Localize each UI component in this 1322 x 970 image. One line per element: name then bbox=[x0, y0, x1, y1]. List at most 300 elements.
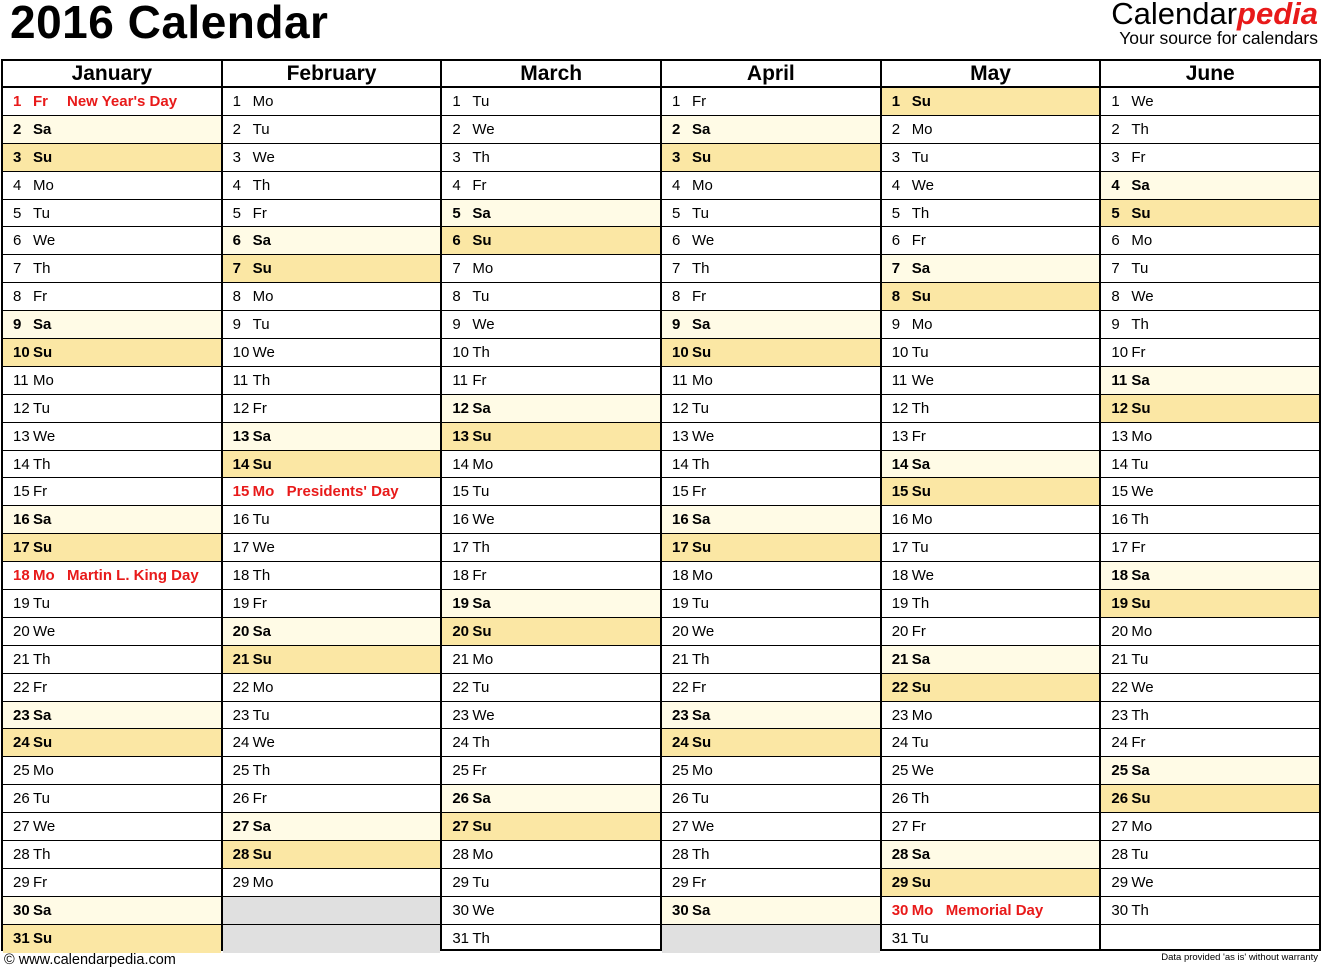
day-number: 25 bbox=[672, 762, 689, 780]
weekday-abbr: Th bbox=[252, 371, 271, 389]
day-number: 17 bbox=[452, 539, 470, 557]
day-row bbox=[442, 423, 660, 451]
day-number: 2 bbox=[232, 120, 242, 138]
day-number: 14 bbox=[13, 455, 30, 473]
day-number: 3 bbox=[232, 148, 242, 166]
day-number: 2 bbox=[452, 120, 461, 138]
day-number: 14 bbox=[232, 455, 250, 473]
day-row bbox=[882, 925, 1100, 953]
day-number: 9 bbox=[232, 316, 242, 334]
holiday-label: Martin L. King Day bbox=[67, 567, 199, 585]
weekday-abbr: Sa bbox=[252, 427, 272, 445]
day-row bbox=[662, 200, 880, 228]
day-number: 4 bbox=[891, 176, 901, 194]
day-row bbox=[223, 311, 441, 339]
page-title: 2016 Calendar bbox=[10, 0, 329, 48]
weekday-abbr: Mo bbox=[472, 455, 494, 473]
month-header: April bbox=[662, 61, 880, 88]
weekday-abbr: Tu bbox=[472, 483, 490, 501]
month-header: January bbox=[3, 61, 221, 88]
day-number: 10 bbox=[672, 344, 689, 362]
month-column-may bbox=[882, 61, 1102, 949]
day-number: 18 bbox=[232, 567, 250, 585]
weekday-abbr: Th bbox=[692, 846, 710, 864]
day-row bbox=[1101, 562, 1319, 590]
day-row bbox=[882, 785, 1100, 813]
day-number: 19 bbox=[1111, 595, 1129, 613]
day-row bbox=[223, 562, 441, 590]
day-number: 1 bbox=[232, 93, 242, 110]
weekday-abbr: Mo bbox=[1131, 818, 1153, 836]
weekday-abbr: Th bbox=[252, 762, 271, 780]
day-number: 13 bbox=[452, 427, 470, 445]
day-number: 3 bbox=[891, 148, 901, 166]
day-row bbox=[3, 646, 221, 674]
day-number: 14 bbox=[891, 455, 909, 473]
day-number: 6 bbox=[13, 232, 22, 250]
day-row bbox=[1101, 729, 1319, 757]
weekday-abbr: Mo bbox=[911, 120, 933, 138]
day-row bbox=[442, 897, 660, 925]
weekday-abbr: Sa bbox=[33, 901, 52, 919]
day-number: 20 bbox=[452, 622, 470, 640]
weekday-abbr: Su bbox=[911, 873, 931, 891]
weekday-abbr: Th bbox=[692, 650, 710, 668]
month-header: March bbox=[442, 61, 660, 88]
day-number: 22 bbox=[13, 678, 30, 696]
day-row bbox=[1101, 785, 1319, 813]
day-number: 5 bbox=[891, 204, 901, 222]
weekday-abbr: Tu bbox=[1131, 846, 1149, 864]
weekday-abbr: Sa bbox=[692, 901, 711, 919]
day-number: 6 bbox=[891, 232, 901, 250]
weekday-abbr: Tu bbox=[472, 288, 490, 306]
holiday-label: Memorial Day bbox=[945, 901, 1044, 919]
day-row bbox=[1101, 451, 1319, 479]
day-number: 21 bbox=[232, 650, 250, 668]
day-row bbox=[1101, 255, 1319, 283]
day-number: 30 bbox=[672, 901, 689, 919]
day-number: 10 bbox=[232, 344, 250, 362]
day-row bbox=[662, 757, 880, 785]
weekday-abbr: Tu bbox=[692, 595, 709, 613]
day-row bbox=[662, 869, 880, 897]
day-row bbox=[223, 200, 441, 228]
day-number: 3 bbox=[1111, 148, 1120, 166]
day-number: 26 bbox=[891, 790, 909, 808]
day-row bbox=[3, 897, 221, 925]
day-row bbox=[882, 395, 1100, 423]
day-row bbox=[1101, 813, 1319, 841]
weekday-abbr: Th bbox=[1131, 901, 1149, 919]
day-row bbox=[223, 729, 441, 757]
weekday-abbr: Tu bbox=[472, 678, 490, 696]
day-row bbox=[223, 506, 441, 534]
day-number: 12 bbox=[232, 399, 250, 417]
day-row bbox=[1101, 869, 1319, 897]
weekday-abbr: Sa bbox=[692, 511, 711, 529]
weekday-abbr: Su bbox=[1131, 399, 1151, 417]
weekday-abbr: Mo bbox=[472, 260, 494, 278]
day-row bbox=[662, 144, 880, 172]
day-number: 22 bbox=[232, 678, 250, 696]
day-number: 11 bbox=[1111, 371, 1128, 389]
day-row bbox=[882, 339, 1100, 367]
day-row bbox=[3, 339, 221, 367]
weekday-abbr: Th bbox=[33, 846, 51, 864]
weekday-abbr: Sa bbox=[1131, 371, 1150, 389]
weekday-abbr: Th bbox=[472, 929, 490, 947]
day-number: 18 bbox=[672, 567, 689, 585]
weekday-abbr: Th bbox=[911, 790, 930, 808]
day-number: 31 bbox=[891, 929, 909, 947]
day-row bbox=[442, 88, 660, 116]
weekday-abbr: Th bbox=[1131, 706, 1149, 724]
weekday-abbr: We bbox=[1131, 483, 1154, 501]
day-number: 24 bbox=[891, 734, 909, 752]
day-row bbox=[3, 311, 221, 339]
weekday-abbr: Sa bbox=[472, 595, 491, 613]
weekday-abbr: Su bbox=[33, 929, 53, 947]
weekday-abbr: Th bbox=[472, 344, 490, 362]
day-number: 23 bbox=[13, 706, 30, 724]
day-row bbox=[223, 255, 441, 283]
day-row bbox=[1101, 367, 1319, 395]
weekday-abbr: Tu bbox=[1131, 455, 1149, 473]
day-number: 18 bbox=[13, 567, 30, 585]
month-column-february bbox=[223, 61, 443, 949]
day-row bbox=[882, 423, 1100, 451]
weekday-abbr: Sa bbox=[472, 790, 491, 808]
day-number: 24 bbox=[232, 734, 250, 752]
day-row bbox=[3, 813, 221, 841]
weekday-abbr: Su bbox=[692, 344, 712, 362]
day-row bbox=[223, 423, 441, 451]
footer-disclaimer: Data provided 'as is' without warranty bbox=[1161, 952, 1318, 963]
weekday-abbr: Sa bbox=[472, 204, 491, 222]
brand-logo bbox=[1111, 0, 1318, 48]
day-row bbox=[662, 88, 880, 116]
day-number: 10 bbox=[13, 344, 30, 362]
day-number: 29 bbox=[891, 873, 909, 891]
day-row bbox=[442, 785, 660, 813]
blank-day-cell bbox=[1101, 925, 1319, 953]
weekday-abbr: Su bbox=[33, 734, 53, 752]
day-number: 21 bbox=[452, 650, 470, 668]
weekday-abbr: We bbox=[33, 427, 56, 445]
day-number: 17 bbox=[672, 539, 689, 557]
weekday-abbr: We bbox=[911, 371, 934, 389]
day-row bbox=[662, 813, 880, 841]
weekday-abbr: Fr bbox=[33, 483, 48, 501]
day-row bbox=[3, 506, 221, 534]
weekday-abbr: We bbox=[33, 818, 56, 836]
day-row bbox=[882, 702, 1100, 730]
weekday-abbr: Mo bbox=[252, 483, 275, 501]
month-header: February bbox=[223, 61, 441, 88]
day-number: 16 bbox=[891, 511, 909, 529]
day-row bbox=[223, 674, 441, 702]
day-number: 30 bbox=[13, 901, 30, 919]
weekday-abbr: We bbox=[1131, 93, 1154, 110]
weekday-abbr: Mo bbox=[911, 706, 933, 724]
day-number: 19 bbox=[672, 595, 689, 613]
day-row bbox=[1101, 172, 1319, 200]
day-row bbox=[882, 255, 1100, 283]
day-number: 15 bbox=[13, 483, 30, 501]
day-number: 26 bbox=[452, 790, 470, 808]
day-number: 28 bbox=[13, 846, 30, 864]
day-row bbox=[442, 674, 660, 702]
day-number: 5 bbox=[232, 204, 242, 222]
day-row bbox=[3, 925, 221, 953]
day-row bbox=[223, 757, 441, 785]
day-row bbox=[662, 674, 880, 702]
day-row bbox=[1101, 200, 1319, 228]
weekday-abbr: Th bbox=[911, 204, 930, 222]
day-row bbox=[1101, 590, 1319, 618]
day-number: 23 bbox=[452, 706, 470, 724]
day-row bbox=[662, 116, 880, 144]
day-number: 8 bbox=[672, 288, 681, 306]
day-row bbox=[3, 841, 221, 869]
day-row bbox=[882, 897, 1100, 925]
day-row bbox=[882, 757, 1100, 785]
day-number: 2 bbox=[1111, 120, 1120, 138]
day-number: 26 bbox=[13, 790, 30, 808]
weekday-abbr: Tu bbox=[472, 873, 490, 891]
day-row bbox=[1101, 395, 1319, 423]
day-number: 10 bbox=[891, 344, 909, 362]
day-number: 22 bbox=[452, 678, 470, 696]
weekday-abbr: Fr bbox=[1131, 539, 1146, 557]
day-number: 18 bbox=[1111, 567, 1129, 585]
day-row bbox=[223, 339, 441, 367]
weekday-abbr: Th bbox=[472, 539, 490, 557]
weekday-abbr: Su bbox=[472, 232, 492, 250]
holiday-label: Presidents' Day bbox=[286, 483, 399, 501]
day-row bbox=[223, 367, 441, 395]
weekday-abbr: Fr bbox=[692, 678, 707, 696]
footer-website: © www.calendarpedia.com bbox=[4, 952, 176, 968]
day-row bbox=[223, 144, 441, 172]
day-number: 9 bbox=[13, 316, 22, 334]
weekday-abbr: Su bbox=[33, 344, 53, 362]
blank-day-cell bbox=[223, 897, 441, 925]
weekday-abbr: We bbox=[1131, 288, 1154, 306]
day-row bbox=[442, 925, 660, 953]
weekday-abbr: We bbox=[252, 344, 275, 362]
day-row bbox=[223, 395, 441, 423]
day-number: 13 bbox=[232, 427, 250, 445]
weekday-abbr: Su bbox=[1131, 595, 1151, 613]
weekday-abbr: We bbox=[33, 622, 56, 640]
day-number: 9 bbox=[452, 316, 461, 334]
day-row bbox=[442, 451, 660, 479]
day-number: 6 bbox=[672, 232, 681, 250]
weekday-abbr: Mo bbox=[1131, 427, 1153, 445]
weekday-abbr: Su bbox=[472, 622, 492, 640]
weekday-abbr: Tu bbox=[252, 316, 270, 334]
day-number: 11 bbox=[13, 371, 29, 389]
day-number: 9 bbox=[672, 316, 681, 334]
day-number: 25 bbox=[452, 762, 470, 780]
day-number: 20 bbox=[13, 622, 30, 640]
day-row bbox=[3, 590, 221, 618]
weekday-abbr: We bbox=[911, 567, 934, 585]
weekday-abbr: Mo bbox=[33, 371, 54, 389]
weekday-abbr: Sa bbox=[692, 316, 711, 334]
day-number: 8 bbox=[13, 288, 22, 306]
day-row bbox=[3, 757, 221, 785]
day-number: 9 bbox=[1111, 316, 1120, 334]
weekday-abbr: Su bbox=[33, 539, 53, 557]
day-number: 16 bbox=[13, 511, 30, 529]
weekday-abbr: Th bbox=[1131, 316, 1149, 334]
day-number: 10 bbox=[1111, 344, 1129, 362]
month-column-april bbox=[662, 61, 882, 949]
weekday-abbr: Tu bbox=[33, 790, 50, 808]
day-row bbox=[442, 646, 660, 674]
day-number: 7 bbox=[672, 260, 681, 278]
day-number: 24 bbox=[672, 734, 689, 752]
day-number: 2 bbox=[672, 120, 681, 138]
day-number: 3 bbox=[13, 148, 22, 166]
day-number: 19 bbox=[891, 595, 909, 613]
day-row bbox=[442, 478, 660, 506]
day-row bbox=[1101, 339, 1319, 367]
weekday-abbr: Su bbox=[692, 539, 712, 557]
day-row bbox=[1101, 506, 1319, 534]
day-number: 4 bbox=[232, 176, 242, 194]
day-row bbox=[3, 562, 221, 590]
day-number: 16 bbox=[672, 511, 689, 529]
day-number: 23 bbox=[672, 706, 689, 724]
day-number: 7 bbox=[891, 260, 901, 278]
weekday-abbr: Tu bbox=[252, 706, 270, 724]
day-row bbox=[3, 227, 221, 255]
weekday-abbr: Su bbox=[252, 650, 272, 668]
day-number: 4 bbox=[672, 176, 681, 194]
weekday-abbr: Mo bbox=[692, 371, 713, 389]
weekday-abbr: Tu bbox=[911, 344, 929, 362]
weekday-abbr: Su bbox=[252, 455, 272, 473]
day-row bbox=[1101, 646, 1319, 674]
day-row bbox=[1101, 757, 1319, 785]
day-row bbox=[662, 172, 880, 200]
weekday-abbr: Fr bbox=[692, 93, 707, 110]
day-number: 8 bbox=[1111, 288, 1120, 306]
day-number: 9 bbox=[891, 316, 901, 334]
weekday-abbr: Tu bbox=[33, 399, 50, 417]
weekday-abbr: Mo bbox=[252, 93, 274, 110]
day-row bbox=[1101, 311, 1319, 339]
brand-name bbox=[1111, 0, 1318, 30]
weekday-abbr: Fr bbox=[472, 567, 487, 585]
day-row bbox=[1101, 88, 1319, 116]
day-row bbox=[882, 478, 1100, 506]
day-row bbox=[223, 172, 441, 200]
day-number: 8 bbox=[232, 288, 242, 306]
day-number: 28 bbox=[891, 846, 909, 864]
day-number: 30 bbox=[1111, 901, 1129, 919]
day-number: 12 bbox=[452, 399, 470, 417]
month-column-june bbox=[1101, 61, 1321, 949]
day-number: 4 bbox=[452, 176, 461, 194]
weekday-abbr: Tu bbox=[33, 595, 50, 613]
day-number: 20 bbox=[232, 622, 250, 640]
day-row bbox=[882, 311, 1100, 339]
weekday-abbr: Tu bbox=[911, 929, 929, 947]
holiday-label: New Year's Day bbox=[67, 93, 178, 110]
day-number: 11 bbox=[452, 371, 468, 389]
day-row bbox=[223, 646, 441, 674]
day-row bbox=[442, 757, 660, 785]
day-number: 29 bbox=[13, 873, 30, 891]
day-row bbox=[662, 534, 880, 562]
day-number: 21 bbox=[1111, 650, 1129, 668]
day-number: 29 bbox=[1111, 873, 1129, 891]
day-number: 28 bbox=[672, 846, 689, 864]
brand-tagline: Your source for calendars bbox=[1119, 28, 1318, 48]
day-row bbox=[223, 227, 441, 255]
day-row bbox=[882, 618, 1100, 646]
day-row bbox=[882, 116, 1100, 144]
weekday-abbr: Th bbox=[911, 399, 930, 417]
day-number: 24 bbox=[1111, 734, 1129, 752]
day-row bbox=[223, 785, 441, 813]
weekday-abbr: Su bbox=[33, 148, 53, 166]
day-row bbox=[3, 785, 221, 813]
day-number: 1 bbox=[13, 93, 22, 110]
day-number: 25 bbox=[232, 762, 250, 780]
day-row bbox=[1101, 618, 1319, 646]
weekday-abbr: We bbox=[33, 232, 56, 250]
day-row bbox=[223, 451, 441, 479]
day-row bbox=[662, 423, 880, 451]
weekday-abbr: Fr bbox=[252, 790, 267, 808]
weekday-abbr: We bbox=[252, 148, 275, 166]
day-number: 7 bbox=[13, 260, 22, 278]
day-row bbox=[662, 729, 880, 757]
day-number: 15 bbox=[232, 483, 250, 501]
day-number: 30 bbox=[452, 901, 470, 919]
day-row bbox=[882, 367, 1100, 395]
day-row bbox=[662, 897, 880, 925]
day-row bbox=[882, 869, 1100, 897]
day-number: 14 bbox=[1111, 455, 1129, 473]
day-number: 3 bbox=[672, 148, 681, 166]
day-number: 30 bbox=[891, 901, 909, 919]
brand-name-part2: pedia bbox=[1237, 0, 1318, 31]
day-row bbox=[1101, 897, 1319, 925]
weekday-abbr: Mo bbox=[252, 288, 274, 306]
weekday-abbr: Mo bbox=[692, 762, 713, 780]
day-number: 12 bbox=[1111, 399, 1129, 417]
day-number: 18 bbox=[891, 567, 909, 585]
day-number: 27 bbox=[891, 818, 909, 836]
day-row bbox=[3, 451, 221, 479]
day-row bbox=[882, 674, 1100, 702]
weekday-abbr: We bbox=[472, 120, 495, 138]
weekday-abbr: Sa bbox=[33, 511, 52, 529]
month-header: May bbox=[882, 61, 1100, 88]
day-number: 15 bbox=[891, 483, 909, 501]
day-row bbox=[1101, 478, 1319, 506]
day-row bbox=[662, 702, 880, 730]
weekday-abbr: Sa bbox=[472, 399, 491, 417]
day-number: 1 bbox=[672, 93, 681, 110]
